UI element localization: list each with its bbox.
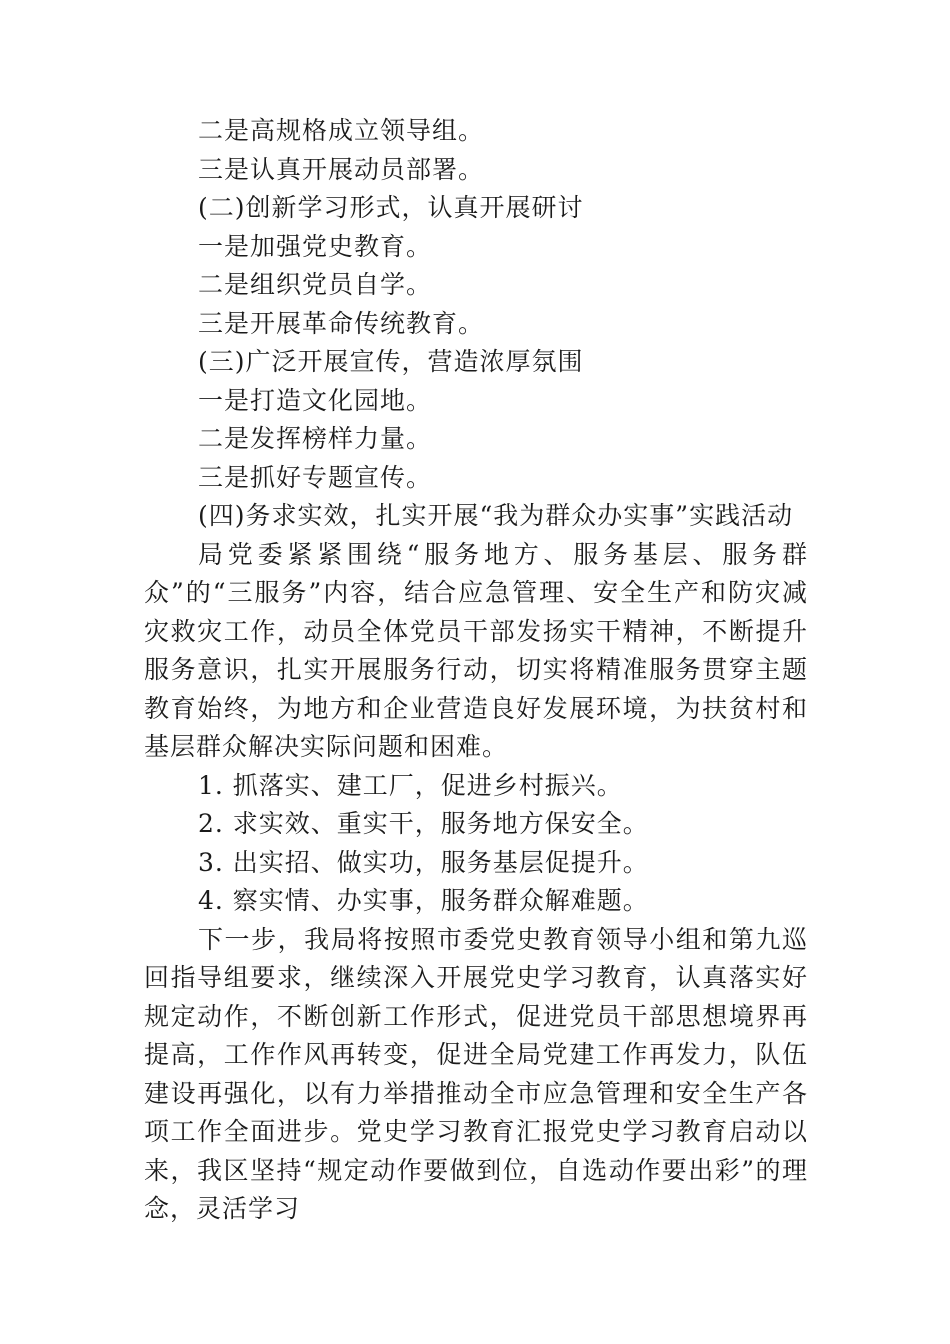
text-line: 三是认真开展动员部署。 (198, 154, 485, 184)
text-line: 二是高规格成立领导组。 (198, 116, 485, 145)
list-item: 3. 出实招、做实功，服务基层促提升。 (198, 847, 649, 877)
list-item: 4. 察实情、办实事，服务群众解难题。 (198, 886, 649, 915)
text-line: 二是组织党员自学。 (198, 270, 433, 299)
paragraph-text: 下一步，我局将按照市委党史教育领导小组和第九巡回指导组要求，继续深入开展党史学习教育，认真落实好规定动作，不断创新工作形式，促进党员干部思想境界再提高，工作作风再转变，促进全局党建工作再发力，队伍建设再强化，以有力举措推动全市应急管理和安全生产各项工作全面进步。党史学习教育汇报党史学习教育启动以来，我区坚持“规定动作要做到位，自选动作要出彩”的理念，灵活学习 (144, 924, 808, 1223)
text-line: 一是加强党史教育。 (198, 231, 433, 261)
text-line: 三是开展革命传统教育。 (198, 308, 485, 338)
paragraph-service (144, 536, 808, 767)
section-heading: (四)务求实效，扎实开展“我为群众办实事”实践活动 (198, 501, 794, 530)
text-line: 三是抓好专题宣传。 (198, 462, 433, 492)
list-item: 2. 求实效、重实干，服务地方保安全。 (198, 809, 649, 838)
paragraph-next-steps (144, 921, 808, 1229)
section-heading: (二)创新学习形式，认真开展研讨 (198, 193, 584, 222)
text-line: 一是打造文化园地。 (198, 385, 433, 415)
list-item: 1. 抓落实、建工厂，促进乡村振兴。 (198, 770, 623, 800)
document-body (144, 112, 808, 1229)
section-heading: (三)广泛开展宣传，营造浓厚氛围 (198, 347, 584, 376)
text-line: 二是发挥榜样力量。 (198, 424, 433, 453)
paragraph-text: 局党委紧紧围绕“服务地方、服务基层、服务群众”的“三服务”内容，结合应急管理、安全生产和防灾减灾救灾工作，动员全体党员干部发扬实干精神，不断提升服务意识，扎实开展服务行动，切实将精准服务贯穿主题教育始终，为地方和企业营造良好发展环境，为扶贫村和基层群众解决实际问题和困难。 (144, 539, 808, 761)
